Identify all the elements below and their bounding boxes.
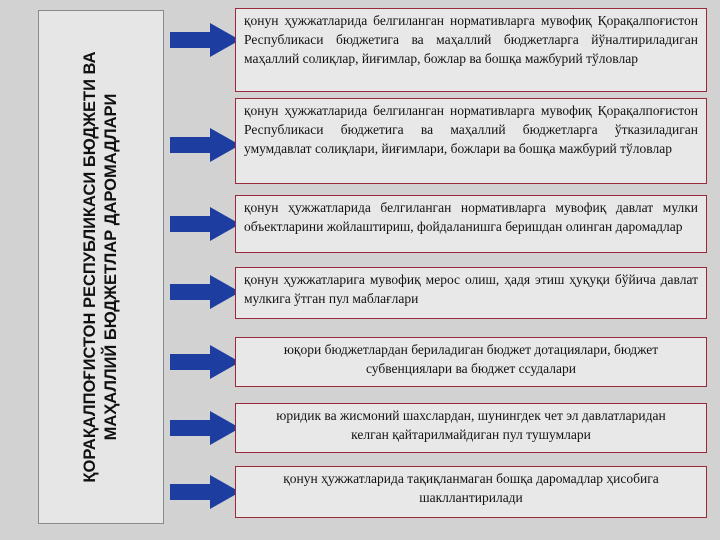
arrow-right-icon xyxy=(170,475,240,509)
arrow-right-icon xyxy=(170,23,240,57)
arrow-right-icon xyxy=(170,207,240,241)
revenue-item-2: қонун ҳужжатларида белгиланган нормативларга мувофиқ Қорақалпоғистон Республикаси бюджетига ва маҳаллий бюджетларга ўтказиладиган умумдавлат солиқлари, йиғимлари, божлари ва бошқа мажбурий тўловлар xyxy=(235,98,707,184)
title-line-1: ҚОРАҚАЛПОҒИСТОН РЕСПУБЛИКАСИ БЮДЖЕТИ ВА xyxy=(81,51,99,483)
revenue-item-3: қонун ҳужжатларида белгиланган нормативларга мувофиқ давлат мулки объектларини жойлаштириш, фойдаланишга беришдан олинган даромадлар xyxy=(235,195,707,253)
revenue-item-4: қонун ҳужжатларига мувофиқ мерос олиш, ҳадя этиш ҳуқуқи бўйича давлат мулкига ўтган пул маблағлари xyxy=(235,267,707,319)
arrow-right-icon xyxy=(170,275,240,309)
arrow-right-icon xyxy=(170,345,240,379)
diagram-title xyxy=(80,17,122,517)
revenue-item-5: юқори бюджетлардан бериладиган бюджет дотациялари, бюджет субвенциялари ва бюджет ссудалари xyxy=(235,337,707,387)
revenue-item-7: қонун ҳужжатларида тақиқланмаган бошқа даромадлар ҳисобига шакллантирилади xyxy=(235,466,707,518)
arrow-right-icon xyxy=(170,411,240,445)
revenue-item-1: қонун ҳужжатларида белгиланган нормативларга мувофиқ Қорақалпоғистон Республикаси бюджетига ва маҳаллий бюджетларга йўналтириладиган маҳаллий солиқлар, йиғимлар, божлар ва бошқа мажбурий тўловлар xyxy=(235,8,707,92)
arrow-right-icon xyxy=(170,128,240,162)
title-line-2: МАҲАЛЛИЙ БЮДЖЕТЛАР ДАРОМАДЛАРИ xyxy=(102,93,120,441)
revenue-item-6: юридик ва жисмоний шахслардан, шунингдек чет эл давлатларидан келган қайтарилмайдиган пул тушумлари xyxy=(235,403,707,453)
